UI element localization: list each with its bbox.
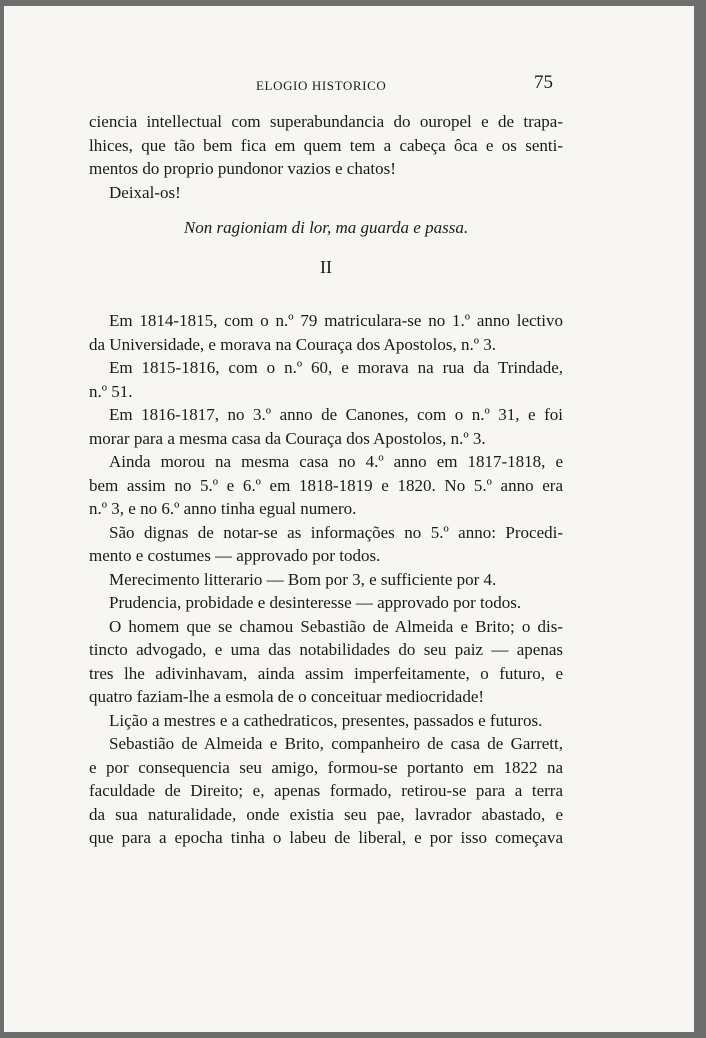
text-line: Em 1816-1817, no 3.º anno de Canones, com o n.º 31, e foi <box>109 405 563 424</box>
text-line: Prudencia, probidade e desinteresse — approvado por todos. <box>109 593 522 612</box>
text-line: e por consequencia seu amigo, formou-se portanto em 1822 na <box>89 757 563 777</box>
text-line: mento e costumes — approvado por todos. <box>89 546 381 565</box>
text-line: faculdade de Direito; e, apenas formado, retirou-se para a terra <box>89 781 563 800</box>
epigraph-quote: Non ragioniam di lor, ma guarda e passa. <box>183 218 469 237</box>
book-page <box>4 6 694 1032</box>
text-line: Ainda morou na mesma casa no 4.º anno em 1817-1818, e <box>109 452 563 471</box>
text-line: n.º 3, e no 6.º anno tinha egual numero. <box>89 499 357 518</box>
section-number: II <box>320 256 332 277</box>
text-line: Em 1815-1816, com o n.º 60, e morava na rua da Trindade, <box>109 358 563 377</box>
body-text <box>89 110 563 850</box>
text-line: quatro faziam-lhe a esmola de o conceituar mediocridade! <box>89 687 485 706</box>
text-line: da Universidade, e morava na Couraça dos Apostolos, n.º 3. <box>89 334 497 354</box>
text-line: Lição a mestres e a cathedraticos, presentes, passados e futuros. <box>109 710 543 730</box>
text-line: mentos do proprio pundonor vazios e chatos! <box>89 159 396 178</box>
text-line: Merecimento litterario — Bom por 3, e sufficiente por 4. <box>109 569 497 589</box>
text-line: Em 1814-1815, com o n.º 79 matriculara-se no 1.º anno lectivo <box>109 311 563 330</box>
text-line: tres lhe adivinhavam, ainda assim imperfeitamente, o futuro, e <box>89 663 563 683</box>
text-line: O homem que se chamou Sebastião de Almeida e Brito; o dis- <box>109 616 563 636</box>
text-line: morar para a mesma casa da Couraça dos Apostolos, n.º 3. <box>89 428 486 448</box>
text-line: n.º 51. <box>89 381 133 401</box>
page-number: 75 <box>534 72 553 93</box>
text-line: da sua naturalidade, onde existia seu pae, lavrador abastado, e <box>89 804 563 824</box>
text-line: bem assim no 5.º e 6.º em 1818-1819 e 1820. No 5.º anno era <box>89 475 563 495</box>
running-title: ELOGIO HISTORICO <box>256 78 387 93</box>
text-line: São dignas de notar-se as informações no 5.º anno: Procedi- <box>109 522 563 542</box>
text-line: lhices, que tão bem fica em quem tem a cabeça ôca e os senti- <box>89 135 563 155</box>
text-line: que para a epocha tinha o labeu de liberal, e por isso começava <box>89 828 563 847</box>
text-line: Deixal-os! <box>109 182 181 202</box>
text-line: ciencia intellectual com superabundancia do ouropel e de trapa- <box>89 112 563 131</box>
text-line: tincto advogado, e uma das notabilidades do seu paiz — apenas <box>89 640 563 659</box>
text-line: Sebastião de Almeida e Brito, companheiro de casa de Garrett, <box>109 734 563 753</box>
